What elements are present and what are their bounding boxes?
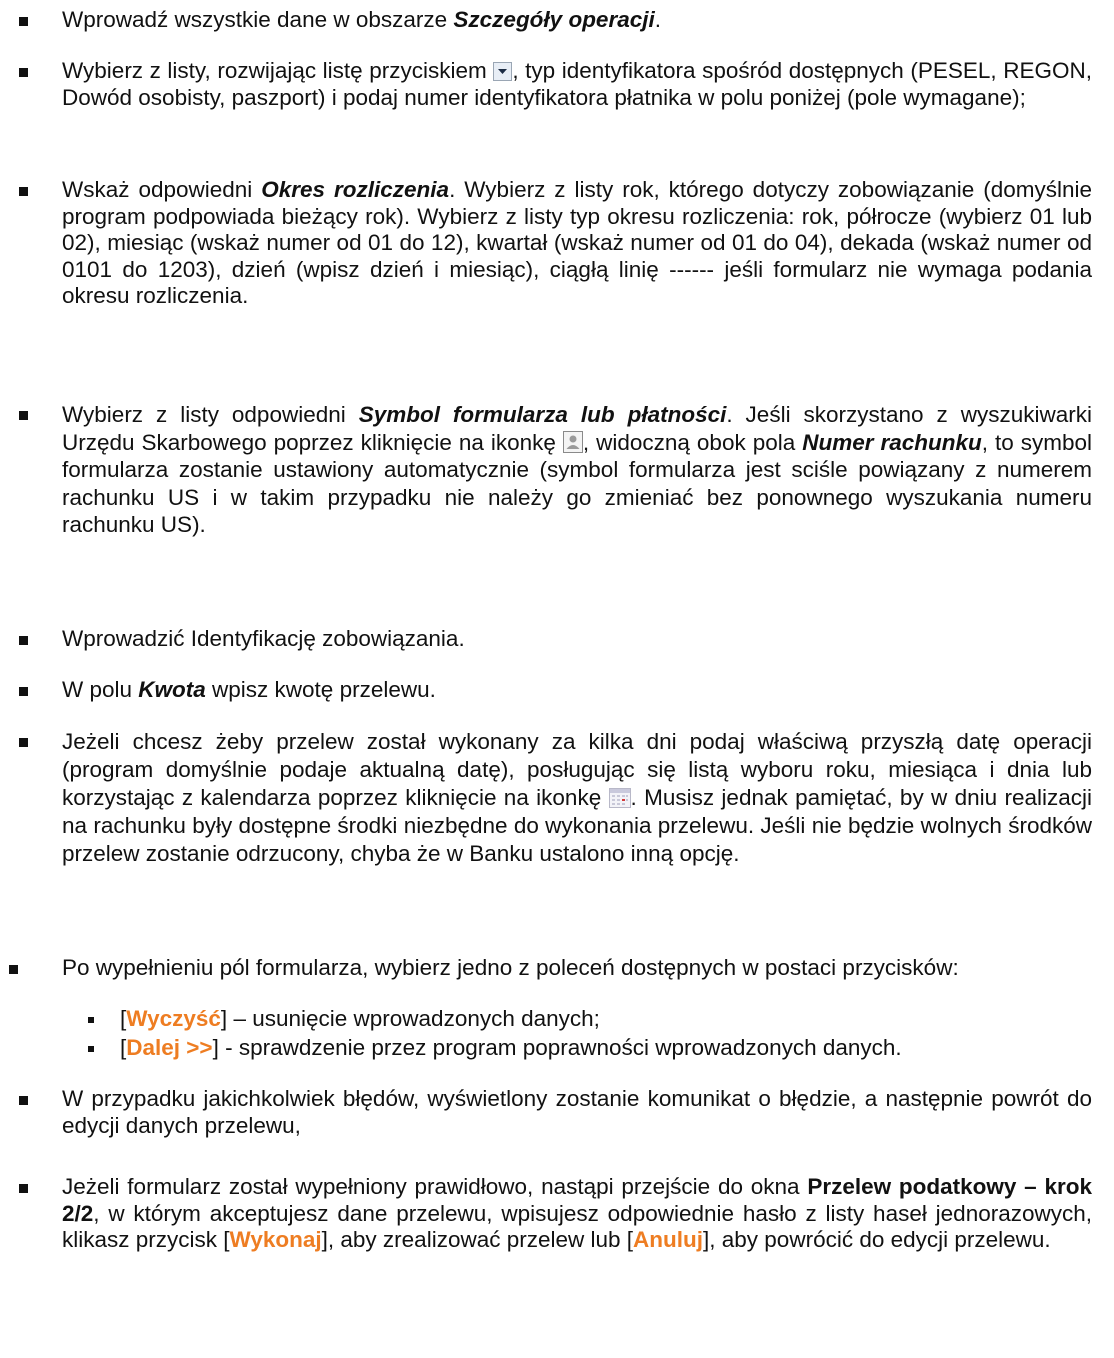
sub-bullet-icon (88, 1017, 94, 1023)
bullet-icon (19, 636, 28, 645)
item-text: Wybierz z listy, rozwijając listę przyciskiem (62, 58, 494, 83)
bullet-icon (19, 738, 28, 747)
term-numer-rachunku: Numer rachunku (802, 429, 982, 455)
item-text: Wybierz z listy odpowiedni (62, 402, 359, 427)
item-text: W polu (62, 677, 139, 702)
bullet-icon (19, 17, 28, 26)
term-okres-rozliczenia: Okres rozliczenia (261, 177, 450, 202)
bullet-icon (19, 1184, 28, 1193)
sub-bullet-icon (88, 1046, 94, 1052)
item-text: Jeżeli formularz został wypełniony prawidłowo, nastąpi przejście do okna (62, 1174, 808, 1199)
user-search-icon (563, 431, 583, 453)
bullet-icon (19, 411, 28, 420)
execute-button-label: Wykonaj (229, 1227, 322, 1252)
cancel-button-label: Anuluj (633, 1227, 704, 1252)
calendar-icon (609, 788, 631, 808)
bullet-icon (19, 687, 28, 696)
term-szczegoly-operacji: Szczegóły operacji (453, 7, 655, 32)
item-text: Wprowadzić Identyfikację zobowiązania. (62, 626, 465, 651)
bullet-icon (19, 1096, 28, 1105)
bullet-icon (9, 965, 18, 974)
term-kwota: Kwota (138, 677, 206, 702)
dropdown-arrow-icon (493, 62, 512, 81)
document-page: Wprowadź wszystkie dane w obszarze Szczegóły operacji. Wybierz z listy, rozwijając listę przyciskiem , typ identyfikatora spośród dostępnych (PESEL, REGON, Dowód osobisty, paszport) i podaj numer identyfikatora płatnika w polu poniżej (pole wymagane); Wskaż odpowiedni Okres rozliczenia. Wybierz z listy rok, którego dotyczy zobowiązanie (domyślnie program podpowiada bieżący rok). Wybierz z listy typ okresu rozliczenia: rok, półrocze (wybierz 01 lub 02), miesiąc (wskaż numer od 01 do 12), kwartał (wskaż numer od 01 do 04), dekada (wskaż numer od 0101 do 1203), dzień (wpisz dzień i miesiąc), ciągłą linię ------ jeśli formularz nie wymaga podania okresu rozliczenia. Wybierz z listy odpowiedni Symbol formularza lub płatności. Jeśli skorzystano z wyszukiwarki Urzędu Skarbowego poprzez kliknięcie na ikonkę , widoczną obok pola Numer rachunku, to symbol formularza zostanie ustawiony automatycznie (symbol formularza jest sciśle powiązany z numerem rachunku US i w takim przypadku nie należy go zmieniać bez ponownego wyszukania numeru rachunku US). Wprowadzić Identyfikację zobowiązania. W polu Kwota wpisz kwotę przelewu. Jeżeli chcesz żeby przelew został wykonany za kilka dni podaj właściwą przyszłą datę operacji (program domyślnie podaje aktualną datę), posługując się listą wyboru roku, miesiąca i dnia lub korzystając z kalendarza poprzez kliknięcie na ikonkę . Musisz jednak pamiętać, by w dniu realizacji na rachunku były dostępne środki niezbędne do wykonania przelewu. Jeśli nie będzie wolnych środków przelew zostanie odrzucony, chyba że w Banku ustalono inną opcję. Po wypełnieniu pól formularza, wybierz jedno z poleceń dostępnych w postaci przycisków: [Wyczyść] – usunięcie wprowadzonych danych; [Dalej >>] - sprawdzenie przez program poprawności wprowadzonych danych. W przypadku jakichkolwiek błędów, wyświetlony zostanie komunikat o błędzie, a następnie powrót do edycji danych przelewu, Jeżeli formularz został wypełniony prawidłowo, nastąpi przejście do okna Przelew podatkowy – krok 2/2, w którym akceptujesz dane przelewu, wpisujesz odpowiednie hasło z listy haseł jednorazowych, klikasz przycisk [Wykonaj], aby zrealizować przelew lub [Anuluj], aby powrócić do edycji przelewu. (0, 0, 1114, 1358)
item-text: Wskaż odpowiedni (62, 177, 262, 202)
clear-button-label: Wyczyść (126, 1006, 221, 1031)
item-text: W przypadku jakichkolwiek błędów, wyświetlony zostanie komunikat o błędzie, a następnie powrót do edycji danych przelewu, (62, 1086, 1092, 1138)
window-name: Przelew podatkowy – krok 2/2 (62, 1174, 1092, 1226)
item-text: Wprowadź wszystkie dane w obszarze (62, 7, 454, 32)
bullet-icon (19, 187, 28, 196)
item-text: Po wypełnieniu pól formularza, wybierz jedno z poleceń dostępnych w postaci przycisków: (62, 955, 959, 980)
item-text: Jeżeli chcesz żeby przelew został wykonany za kilka dni podaj właściwą przyszłą datę operacji (program domyślnie podaje aktualną datę), posługując się listą wyboru roku, miesiąca i dnia lub korzystając z kalendarza poprzez kliknięcie na ikonkę (62, 729, 1092, 810)
bullet-icon (19, 68, 28, 77)
next-button-label: Dalej >> (126, 1035, 213, 1060)
term-symbol-formularza: Symbol formularza lub płatności (358, 402, 727, 427)
